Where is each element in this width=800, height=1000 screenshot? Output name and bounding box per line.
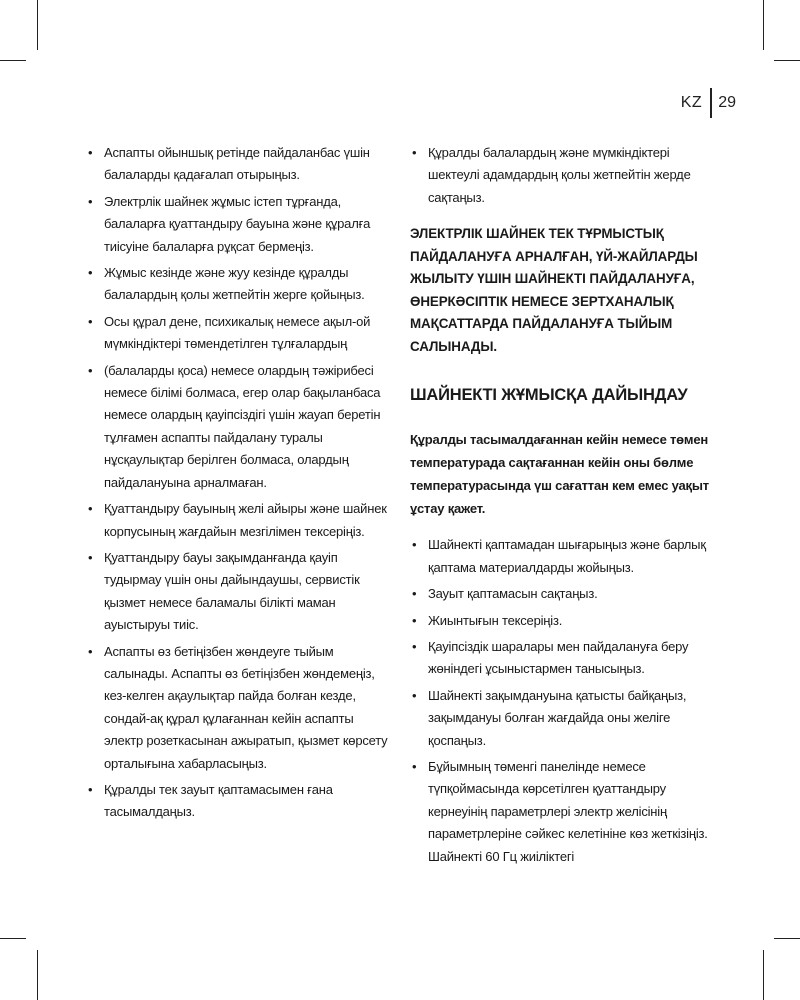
- left-column: [86, 142, 391, 828]
- safety-list: [86, 142, 391, 824]
- list-item: • Аспапты ойыншық ретінде пайдаланбас үшін балаларды қадағалап отырыңыз.: [86, 142, 391, 187]
- crop-mark: [0, 938, 26, 939]
- list-item: • Қуаттандыру бауының желі айыры және шайнек корпусының жағдайын мезгілімен тексеріңіз.: [86, 498, 391, 543]
- safety-list-continued: [410, 142, 712, 209]
- list-item: • Жұмыс кезінде және жуу кезінде құралды балалардың қолы жетпейтін жерге қойыңыз.: [86, 262, 391, 307]
- preparation-intro: Құралды тасымалдағаннан кейін немесе төмен температурада сақтағаннан кейін оны бөлме температурасында үш сағаттан кем емес уақыт ұстау қажет.: [410, 432, 709, 516]
- list-item: • Бұйымның төменгі панелінде немесе түпқоймасында көрсетілген қуаттандыру кернеуінің параметрлері электр желісінің параметрлеріне сәйкес келетініне көз жеткізіңіз. Шайнекті 60 Гц жиіліктегі: [410, 756, 712, 868]
- right-column: [410, 142, 712, 872]
- list-item: • Зауыт қаптамасын сақтаңыз.: [410, 583, 712, 605]
- list-item: • Құралды тек зауыт қаптамасымен ғана тасымалдаңыз.: [86, 779, 391, 824]
- language-code: KZ: [680, 94, 703, 111]
- crop-mark: [763, 0, 764, 50]
- list-item: • Жиынтығын тексеріңіз.: [410, 610, 712, 632]
- crop-mark: [37, 0, 38, 50]
- preparation-list: [410, 534, 712, 868]
- list-item: • Құралды балалардың және мүмкіндіктері шектеулі адамдардың қолы жетпейтін жерде сақтаңыз.: [410, 142, 712, 209]
- list-item: • Қауіпсіздік шаралары мен пайдалануға беру жөніндегі ұсыныстармен танысыңыз.: [410, 636, 712, 681]
- list-item: • Қуаттандыру бауы зақымданғанда қауіп тудырмау үшін оны дайындаушы, сервистік қызмет немесе баламалы білікті маман ауыстыруы тиіс.: [86, 547, 391, 637]
- list-item: • Осы құрал дене, психикалық немесе ақыл-ой мүмкіндіктері төмендетілген тұлғалардың: [86, 311, 391, 356]
- crop-mark: [763, 950, 764, 1000]
- page-number: 29: [718, 94, 736, 111]
- header-divider: [710, 88, 712, 118]
- list-item: • Шайнекті қаптамадан шығарыңыз және барлық қаптама материалдарды жойыңыз.: [410, 534, 712, 579]
- list-item: • Аспапты өз бетіңізбен жөндеуге тыйым салынады. Аспапты өз бетіңізбен жөндемеңіз, кез-келген ақаулықтар пайда болған кезде, сондай-ақ құрал құлағаннан кейін аспапты электр розеткасынан ажыратып, қызмет көрсету орталығына хабарласыңыз.: [86, 641, 391, 775]
- crop-mark: [0, 60, 26, 61]
- list-item: • (балаларды қоса) немесе олардың тәжірибесі немесе білімі болмаса, егер олар бақыланбаса немесе олардың қауіпсіздігі үшін жауап беретін тұлғамен аспапты пайдалану туралы нұсқаулықтар берілген болмаса, олардың пайдалануына арналмаған.: [86, 360, 391, 494]
- list-item: • Электрлік шайнек жұмыс істеп тұрғанда, балаларға қуаттандыру бауына және құралға тиісуіне балаларға рұқсат бермеңіз.: [86, 191, 391, 258]
- usage-warning: ЭЛЕКТРЛІК ШАЙНЕК ТЕК ТҰРМЫСТЫҚ ПАЙДАЛАНУҒА АРНАЛҒАН, ҮЙ-ЖАЙЛАРДЫ ЖЫЛЫТУ ҮШІН ШАЙНЕКТІ ПАЙДАЛАНУҒА, ӨНЕРКӘСІПТІК НЕМЕСЕ ЗЕРТХАНАЛЫҚ МАҚСАТТАРДА ПАЙДАЛАНУҒА ТЫЙЫМ САЛЫНАДЫ.: [410, 226, 698, 354]
- crop-mark: [37, 950, 38, 1000]
- page-header: [681, 88, 736, 118]
- list-item: • Шайнекті зақымдануына қатысты байқаңыз, зақымдануы болған жағдайда оны желіге қоспаңыз.: [410, 685, 712, 752]
- crop-mark: [774, 938, 800, 939]
- section-heading: ШАЙНЕКТІ ЖҰМЫСҚА ДАЙЫНДАУ: [410, 386, 688, 405]
- crop-mark: [774, 60, 800, 61]
